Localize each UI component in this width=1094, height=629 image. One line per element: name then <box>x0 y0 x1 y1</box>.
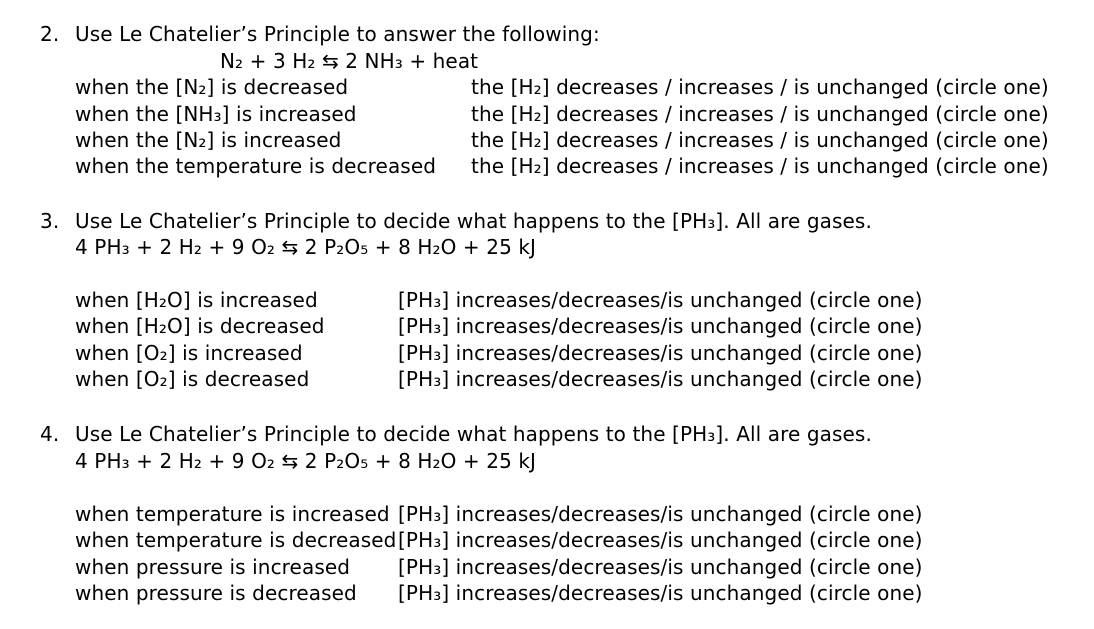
answer-choices: the [H₂] decreases / increases / is unchanged (circle one) <box>471 154 1049 178</box>
condition: when [O₂] is increased <box>75 341 303 365</box>
question-prompt: Use Le Chatelier’s Principle to decide what happens to the [PH₃]. All are gases. <box>75 209 872 233</box>
answer-choices: [PH₃] increases/decreases/is unchanged (circle one) <box>398 288 923 312</box>
condition: when [H₂O] is increased <box>75 288 318 312</box>
condition: when [O₂] is decreased <box>75 367 310 391</box>
condition: when pressure is increased <box>75 555 351 579</box>
question-number: 4. <box>40 422 60 446</box>
question-number: 2. <box>40 22 60 46</box>
question-prompt: Use Le Chatelier’s Principle to decide what happens to the [PH₃]. All are gases. <box>75 422 872 446</box>
reaction-equation: N₂ + 3 H₂ ⇆ 2 NH₃ + heat <box>220 49 479 73</box>
condition: when temperature is increased <box>75 502 390 526</box>
answer-choices: the [H₂] decreases / increases / is unchanged (circle one) <box>471 128 1049 152</box>
condition: when pressure is decreased <box>75 581 357 605</box>
question-number: 3. <box>40 209 60 233</box>
answer-choices: [PH₃] increases/decreases/is unchanged (circle one) <box>398 502 923 526</box>
answer-choices: the [H₂] decreases / increases / is unchanged (circle one) <box>471 102 1049 126</box>
condition: when the [N₂] is decreased <box>75 75 349 99</box>
condition: when the temperature is decreased <box>75 154 437 178</box>
condition: when the [NH₃] is increased <box>75 102 357 126</box>
answer-choices: [PH₃] increases/decreases/is unchanged (circle one) <box>398 555 923 579</box>
condition: when [H₂O] is decreased <box>75 314 325 338</box>
condition: when temperature is decreased <box>75 528 397 552</box>
answer-choices: [PH₃] increases/decreases/is unchanged (circle one) <box>398 528 923 552</box>
answer-choices: [PH₃] increases/decreases/is unchanged (circle one) <box>398 341 923 365</box>
answer-choices: [PH₃] increases/decreases/is unchanged (circle one) <box>398 581 923 605</box>
answer-choices: [PH₃] increases/decreases/is unchanged (circle one) <box>398 367 923 391</box>
question-prompt: Use Le Chatelier’s Principle to answer the following: <box>75 22 600 46</box>
reaction-equation: 4 PH₃ + 2 H₂ + 9 O₂ ⇆ 2 P₂O₅ + 8 H₂O + 25 kJ <box>75 449 537 473</box>
answer-choices: the [H₂] decreases / increases / is unchanged (circle one) <box>471 75 1049 99</box>
reaction-equation: 4 PH₃ + 2 H₂ + 9 O₂ ⇆ 2 P₂O₅ + 8 H₂O + 25 kJ <box>75 235 537 259</box>
condition: when the [N₂] is increased <box>75 128 342 152</box>
answer-choices: [PH₃] increases/decreases/is unchanged (circle one) <box>398 314 923 338</box>
